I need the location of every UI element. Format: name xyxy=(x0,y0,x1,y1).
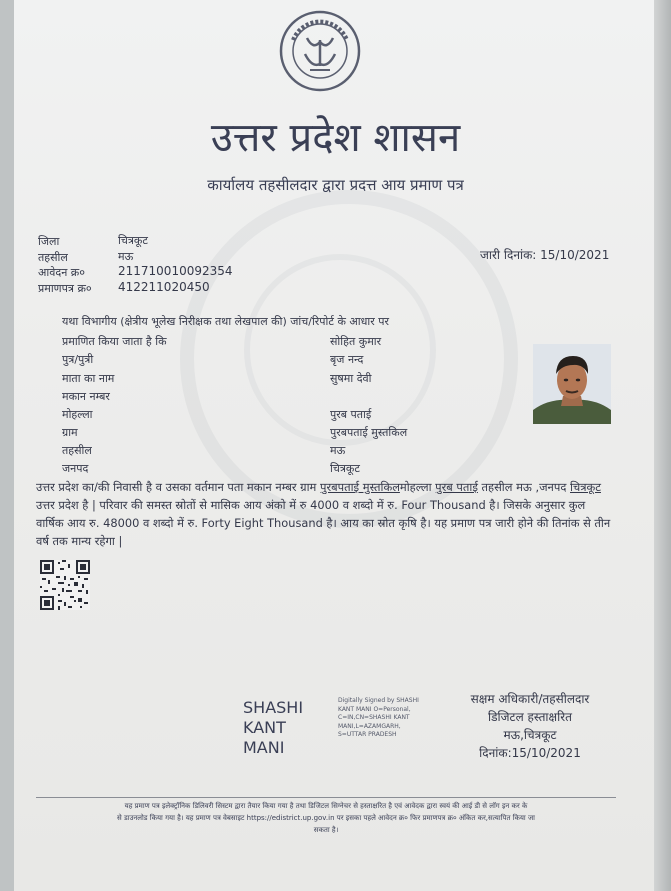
applicant-photo xyxy=(533,344,611,424)
officer-designation: सक्षम अधिकारी/तहसीलदार xyxy=(470,692,590,706)
document-title: उत्तर प्रदेश शासन xyxy=(210,115,461,161)
signer-name-line: KANT xyxy=(243,718,286,737)
tehsil-value: मऊ xyxy=(118,250,134,263)
mohalla-underlined: पुरब पताई xyxy=(435,480,478,494)
certification-intro: यथा विभागीय (क्षेत्रीय भूलेख निरीक्षक तथा लेखपाल की) जांच/रिपोर्ट के आधार पर xyxy=(62,315,389,328)
body-text-part: उत्तर प्रदेश का/की निवासी है व उसका वर्तमान पता मकान नम्बर ग्राम xyxy=(36,480,320,494)
footer-line: से डाउनलोड किया गया है। यह प्रमाण पत्र वेबसाइट https://edistrict.up.gov.in पर इसका पहले आवेदन क्र० फिर प्रमाणपत्र क्र० अंकित कर,सत्यापित किया जा xyxy=(117,814,535,822)
issue-date: जारी दिनांक: 15/10/2021 xyxy=(480,248,610,262)
certificate-number: 412211020450 xyxy=(118,280,210,294)
digital-signature-line: Digitally Signed by SHASHI xyxy=(338,697,419,704)
district-label: जिला xyxy=(38,235,60,248)
district-underlined: चित्रकूट xyxy=(570,480,601,494)
footer-divider xyxy=(36,797,616,798)
body-text-part: तहसील मऊ ,जनपद xyxy=(477,480,571,494)
officer-signed-note: डिजिटल हस्ताक्षरित xyxy=(488,710,572,724)
village-underlined: पुरबपताई मुस्तकिल xyxy=(320,480,400,494)
footer-note xyxy=(36,800,616,836)
digital-signature-line: S=UTTAR PRADESH xyxy=(338,731,397,739)
body-text-part: उत्तर प्रदेश है | परिवार की समस्त स्रोतों से मासिक आय अंको में रु 4000 व शब्दो में रु. Four Thousand है। जिसके अनुसार कुल वार्षिक आय रु. 48000 व शब्दो में रु. Forty Eight Thousand है। आय का स्रोत कृषि है। यह प्रमाण पत्र जारी होने की तिनांक से तीन वर्ष तक मान्य रहेगा | xyxy=(36,498,611,548)
digital-signature-line: KANT MANI O=Personal, xyxy=(338,705,411,713)
certificate-body xyxy=(36,478,612,550)
father-name: बृज नन्द xyxy=(330,353,364,366)
district-value: चित्रकूट xyxy=(118,234,148,247)
row-label: मकान नम्बर xyxy=(62,390,110,403)
body-text-part: मोहल्ला xyxy=(399,480,436,494)
signer-name xyxy=(243,698,313,758)
footer-line: यह प्रमाण पत्र इलेक्ट्रॉनिक डिलिवरी सिस्टम द्वारा तैयार किया गया है तथा डिजिटल सिग्नेचर से हस्ताक्षरित है एवं आवेदक द्वारा स्वयं की आई डी से लॉग इन कर के xyxy=(124,802,528,810)
applicant-name: सोहित कुमार xyxy=(330,335,382,348)
tehsil-row-value: मऊ xyxy=(330,444,346,457)
row-label: प्रमाणित किया जाता है कि xyxy=(62,335,167,348)
certificate-label: प्रमाणपत्र क्र० xyxy=(38,282,92,295)
row-label: ग्राम xyxy=(62,426,78,439)
row-label: पुत्र/पुत्री xyxy=(62,353,94,366)
document-subtitle: कार्यालय तहसीलदार द्वारा प्रदत्त आय प्रमाण पत्र xyxy=(207,176,464,194)
row-label: माता का नाम xyxy=(62,372,115,385)
issuing-officer xyxy=(450,690,610,762)
district-row-value: चित्रकूट xyxy=(330,462,360,475)
application-number: 211710010092354 xyxy=(118,264,233,278)
qr-code xyxy=(40,560,90,610)
application-label: आवेदन क्र० xyxy=(38,266,85,279)
digital-signature-line: MANI,L=AZAMGARH, xyxy=(338,722,401,730)
up-government-seal-icon xyxy=(279,10,361,92)
mohalla-value: पुरब पताई xyxy=(330,408,372,421)
digital-signature-details xyxy=(338,697,448,740)
row-label: जनपद xyxy=(62,462,89,475)
digital-signature-line: C=IN,CN=SHASHI KANT xyxy=(338,714,410,722)
row-label: तहसील xyxy=(62,444,92,457)
tehsil-label: तहसील xyxy=(38,251,68,264)
officer-location: मऊ,चित्रकूट xyxy=(503,728,557,742)
mother-name: सुषमा देवी xyxy=(330,372,372,385)
village-value: पुरबपताई मुस्तकिल xyxy=(330,426,408,439)
signer-name-line: SHASHI xyxy=(243,698,304,717)
footer-line: सकता है। xyxy=(313,826,339,834)
row-label: मोहल्ला xyxy=(62,408,93,421)
signer-name-line: MANI xyxy=(243,738,285,757)
officer-date: दिनांक:15/10/2021 xyxy=(479,746,581,760)
